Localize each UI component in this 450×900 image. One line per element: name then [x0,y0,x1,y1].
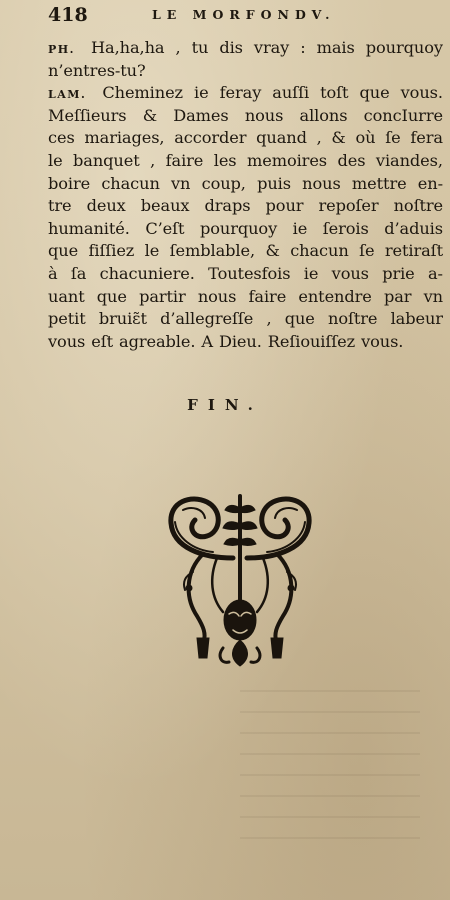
running-head [48,4,443,30]
word: où [355,128,376,148]
word: les [213,150,237,170]
word: , [150,150,156,170]
word: n’entres-tu? [48,60,146,80]
word: Ha,ha,ha [91,38,165,57]
word: faire [165,150,204,170]
speaker-label: LAM. [48,88,87,102]
word: agreable. [119,331,196,351]
word: entendre [298,286,372,306]
word: dis [219,38,243,57]
word: ces [48,128,75,148]
word: Toutesfois [208,263,291,283]
word: que [284,309,315,329]
word: chacun [101,173,160,193]
text-line [48,287,443,310]
text-line [48,106,443,129]
word: pour [265,196,304,216]
word: vray [253,38,290,57]
word: que [96,286,127,306]
fin-label: FIN. [187,396,263,414]
word: d’allegreſſe [160,309,254,329]
word: eſt [91,331,114,351]
word: C’eſt [145,218,185,238]
word: a- [427,263,443,283]
running-title: LE MORFONDV. [152,7,336,22]
word: faire [248,286,287,306]
word: que [48,241,79,261]
word: deux [86,196,126,216]
word: le [48,150,63,170]
word: pourquoy [199,218,278,238]
word: accorder [174,128,247,148]
word: mettre [351,173,407,193]
word: viandes, [375,150,443,170]
word: banquet [73,150,140,170]
word: vous [48,331,86,351]
word: vous. [400,83,443,103]
page-number: 418 [48,4,88,26]
word: le [144,241,160,261]
word: partir [139,286,186,306]
word: ſemblable, [169,241,256,261]
word: Cheminez [102,83,183,103]
word: noſtre [328,309,378,329]
word: toſt [320,83,349,103]
text-line [48,174,443,197]
word: boire [48,173,91,193]
word: Dieu. [218,331,262,351]
word: fiſſiez [88,241,135,261]
word: vous [331,263,369,283]
word: nous [197,286,237,306]
word: ie [303,263,319,283]
word: bruiɛ̃t [98,309,147,329]
word: & [331,128,346,148]
word: que [359,83,390,103]
word: , [316,128,322,148]
word: ſe [359,241,375,261]
floral-tailpiece-icon [163,488,317,670]
text-line [48,196,443,219]
word: coup, [201,173,246,193]
word: retiraſt [384,241,443,261]
word: mais [316,38,355,57]
text-line [48,83,443,106]
text-line [48,332,443,355]
word: chacuniere. [99,263,195,283]
word: vn [171,173,191,193]
word: par [383,286,412,306]
word: en- [417,173,443,193]
speaker-label: PH. [48,43,75,56]
word: tre [48,196,72,216]
text-line [48,241,443,264]
text-line [48,219,443,242]
word: ſe [385,128,401,148]
word: vous. [361,331,404,351]
text-line [48,61,443,84]
word: humanité. [48,218,130,238]
text-line [48,151,443,174]
word: mariages, [84,128,165,148]
word: , [266,309,272,329]
word: beaux [140,196,190,216]
word: & [265,241,280,261]
word: Dames [173,105,229,125]
word: Meſſieurs [48,105,127,125]
word: allons [299,105,348,125]
word: noſtre [393,196,443,216]
word: vn [423,286,443,306]
word: fera [410,128,443,148]
text-line [48,128,443,151]
word: des [337,150,366,170]
word: concIurre [363,105,443,125]
word: repoſer [318,196,379,216]
word: draps [204,196,251,216]
word: feray [219,83,262,103]
word: Reſiouiſſez [267,331,356,351]
word: prie [382,263,415,283]
word: pourquoy [365,38,443,57]
word: A [201,331,213,351]
show-through-shadow [240,690,420,850]
word: memoires [246,150,328,170]
play-text [48,38,443,354]
text-line [48,38,443,61]
word: chacun [290,241,349,261]
word: petit [48,309,86,329]
word: tu [191,38,209,57]
word: & [142,105,157,125]
word: puis [257,173,291,193]
word: ie [292,218,308,238]
word: labeur [390,309,443,329]
word: d’aduis [384,218,443,238]
word: ie [194,83,209,103]
text-line [48,309,443,332]
word: : [300,38,306,57]
word: quand [256,128,307,148]
word: ſa [70,263,87,283]
word: ſerois [322,218,369,238]
word: à [48,263,58,283]
word: , [175,38,181,57]
word: uant [48,286,85,306]
text-line [48,264,443,287]
word: nous [302,173,341,193]
word: auſſi [272,83,310,103]
word: nous [244,105,284,125]
